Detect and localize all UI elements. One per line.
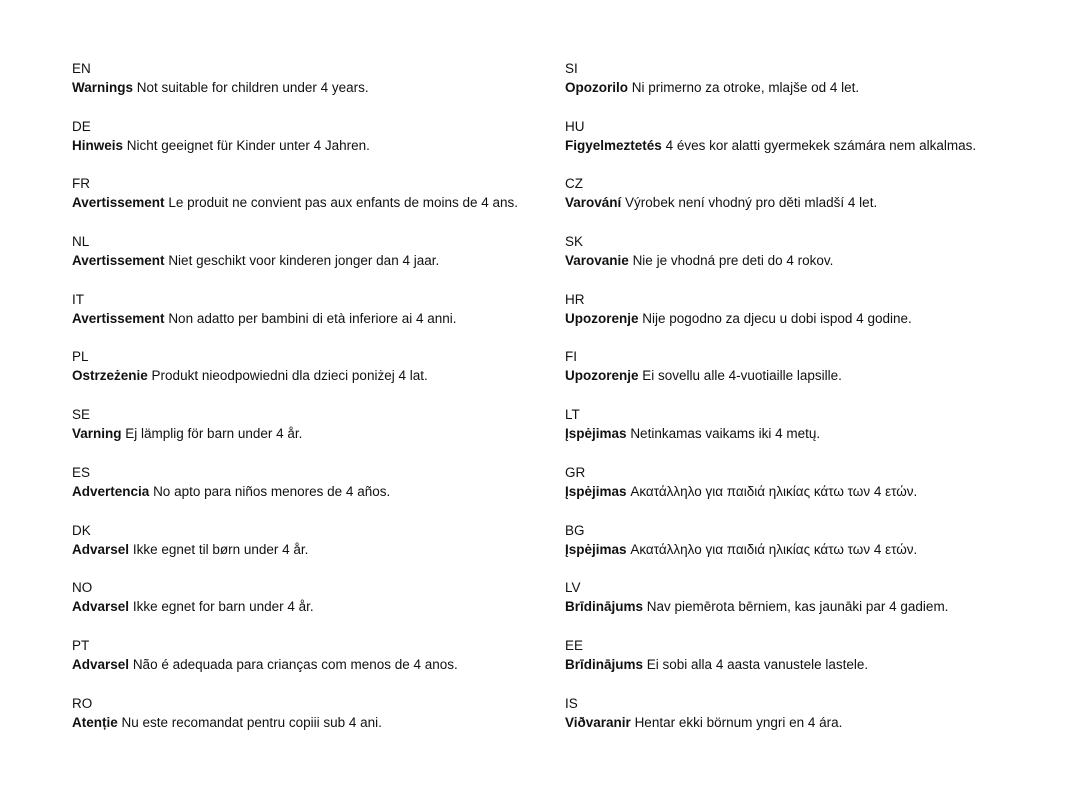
warning-entry	[72, 60, 552, 118]
warning-text: Niet geschikt voor kinderen jonger dan 4 jaar.	[168, 253, 440, 269]
warning-line	[565, 194, 1055, 211]
language-code: PT	[72, 637, 90, 653]
warning-entry	[565, 406, 1055, 464]
warning-keyword: Warnings	[72, 80, 134, 95]
warning-line	[565, 541, 1055, 558]
warning-keyword: Brīdinājums	[565, 656, 644, 672]
warning-entry	[72, 118, 552, 176]
warning-line	[72, 252, 552, 269]
warning-line	[72, 541, 552, 558]
warning-line	[72, 425, 552, 442]
language-code: LT	[565, 407, 580, 423]
warning-entry	[72, 406, 552, 464]
warning-text: Produkt nieodpowiedni dla dzieci poniżej 4 lat.	[151, 368, 428, 384]
warning-entry	[565, 118, 1055, 176]
warning-entry	[565, 522, 1055, 580]
warning-line	[72, 194, 552, 211]
left-language-column	[72, 60, 552, 752]
warning-keyword: Įspėjimas	[565, 426, 627, 442]
warning-entry	[565, 637, 1055, 695]
warning-line	[72, 310, 552, 327]
warning-entry	[72, 291, 552, 349]
language-code: CZ	[565, 176, 583, 192]
language-code: SK	[565, 234, 584, 250]
warning-text: Nav piemērota bērniem, kas jaunāki par 4 gadiem.	[646, 599, 949, 615]
warning-text: No apto para niños menores de 4 años.	[153, 483, 391, 499]
warning-keyword: Upozorenje	[565, 368, 639, 384]
warning-line	[565, 598, 1055, 615]
warning-keyword: Avertissement	[72, 310, 165, 326]
warning-line	[72, 656, 552, 673]
warning-keyword: Įspėjimas	[565, 541, 627, 557]
warning-keyword: Atenție	[72, 714, 118, 730]
warning-text: Hentar ekki börnum yngri en 4 ára.	[634, 714, 843, 730]
warning-line	[72, 79, 552, 96]
warning-keyword: Upozorenje	[565, 310, 639, 326]
warning-text: Ei sovellu alle 4-vuotiaille lapsille.	[642, 368, 842, 384]
warning-entry	[72, 637, 552, 695]
warning-text: Nije pogodno za djecu u dobi ispod 4 godine.	[642, 310, 912, 326]
warning-entry	[565, 233, 1055, 291]
warning-keyword: Advertencia	[72, 483, 150, 499]
warning-text: Ακατάλληλο για παιδιά ηλικίας κάτω των 4 ετών.	[630, 541, 918, 557]
warning-text: Not suitable for children under 4 years.	[136, 80, 369, 95]
warning-keyword: Avertissement	[72, 195, 165, 211]
language-code: HU	[565, 118, 585, 134]
language-code: ES	[72, 464, 91, 480]
warning-text: Nie je vhodná pre deti do 4 rokov.	[632, 253, 834, 269]
warning-keyword: Figyelmeztetés	[565, 137, 662, 153]
warning-line	[565, 310, 1055, 327]
warning-text: Ni primerno za otroke, mlajše od 4 let.	[631, 80, 860, 95]
warning-text: Nicht geeignet für Kinder unter 4 Jahren.	[126, 137, 370, 153]
language-code: FR	[72, 176, 90, 192]
language-code: BG	[565, 522, 585, 538]
warning-text: 4 éves kor alatti gyermekek számára nem alkalmas.	[665, 137, 977, 153]
language-code: IS	[565, 695, 578, 711]
warning-keyword: Varovanie	[565, 253, 629, 269]
warning-keyword: Advarsel	[72, 541, 130, 557]
language-code: PL	[72, 349, 89, 365]
warning-text: Ikke egnet til børn under 4 år.	[132, 541, 309, 557]
language-code: EE	[565, 637, 584, 653]
warning-entry	[565, 291, 1055, 349]
warning-entry	[72, 464, 552, 522]
warning-line	[565, 656, 1055, 673]
warning-keyword: Opozorilo	[565, 80, 628, 95]
warning-entry	[72, 175, 552, 233]
language-code: HR	[565, 291, 585, 307]
warning-line	[72, 483, 552, 500]
warning-text: Ej lämplig för barn under 4 år.	[125, 426, 303, 442]
warning-keyword: Brīdinājums	[565, 599, 644, 615]
warning-keyword: Ostrzeżenie	[72, 368, 148, 384]
warning-line	[565, 425, 1055, 442]
warning-keyword: Avertissement	[72, 253, 165, 269]
warning-entry	[72, 695, 552, 753]
warning-entry	[72, 579, 552, 637]
warning-entry	[565, 348, 1055, 406]
language-code: FI	[565, 349, 577, 365]
language-code: RO	[72, 695, 93, 711]
language-code: DE	[72, 118, 91, 134]
warning-entry	[72, 348, 552, 406]
language-code: SI	[565, 61, 578, 76]
language-code: IT	[72, 291, 84, 307]
language-code: LV	[565, 580, 581, 596]
warning-line	[565, 714, 1055, 731]
warning-entry	[565, 695, 1055, 753]
warning-text: Não é adequada para crianças com menos de 4 anos.	[132, 656, 458, 672]
language-code: GR	[565, 464, 586, 480]
warning-keyword: Hinweis	[72, 137, 124, 153]
warning-line	[565, 137, 1055, 154]
warning-line	[565, 367, 1055, 384]
warning-entry	[565, 464, 1055, 522]
warning-text: Nu este recomandat pentru copiii sub 4 ani.	[121, 714, 382, 730]
warning-text: Non adatto per bambini di età inferiore ai 4 anni.	[168, 310, 457, 326]
language-code: EN	[72, 61, 91, 76]
warning-line	[565, 79, 1055, 96]
warning-text: Ikke egnet for barn under 4 år.	[132, 599, 314, 615]
warning-line	[565, 483, 1055, 500]
warning-text: Ακατάλληλο για παιδιά ηλικίας κάτω των 4 ετών.	[630, 483, 918, 499]
warning-text: Ei sobi alla 4 aasta vanustele lastele.	[646, 656, 869, 672]
warning-keyword: Advarsel	[72, 599, 130, 615]
warning-entry	[72, 233, 552, 291]
warning-line	[72, 137, 552, 154]
warning-line	[72, 367, 552, 384]
warning-line	[565, 252, 1055, 269]
warning-text: Výrobek není vhodný pro děti mladší 4 let.	[625, 195, 878, 211]
right-language-column	[565, 60, 1055, 752]
warning-keyword: Įspėjimas	[565, 483, 627, 499]
language-code: DK	[72, 522, 91, 538]
warning-entry	[565, 175, 1055, 233]
warning-text: Netinkamas vaikams iki 4 metų.	[630, 426, 821, 442]
language-code: SE	[72, 407, 91, 423]
warning-line	[72, 714, 552, 731]
warning-keyword: Varování	[565, 195, 622, 211]
warning-entry	[565, 60, 1055, 118]
language-code: NO	[72, 580, 93, 596]
warning-keyword: Viðvaranir	[565, 714, 631, 730]
warning-entry	[72, 522, 552, 580]
warning-text: Le produit ne convient pas aux enfants de moins de 4 ans.	[168, 195, 519, 211]
warning-entry	[565, 579, 1055, 637]
warning-keyword: Varning	[72, 426, 122, 442]
warning-line	[72, 598, 552, 615]
warning-keyword: Advarsel	[72, 656, 130, 672]
language-code: NL	[72, 234, 90, 250]
